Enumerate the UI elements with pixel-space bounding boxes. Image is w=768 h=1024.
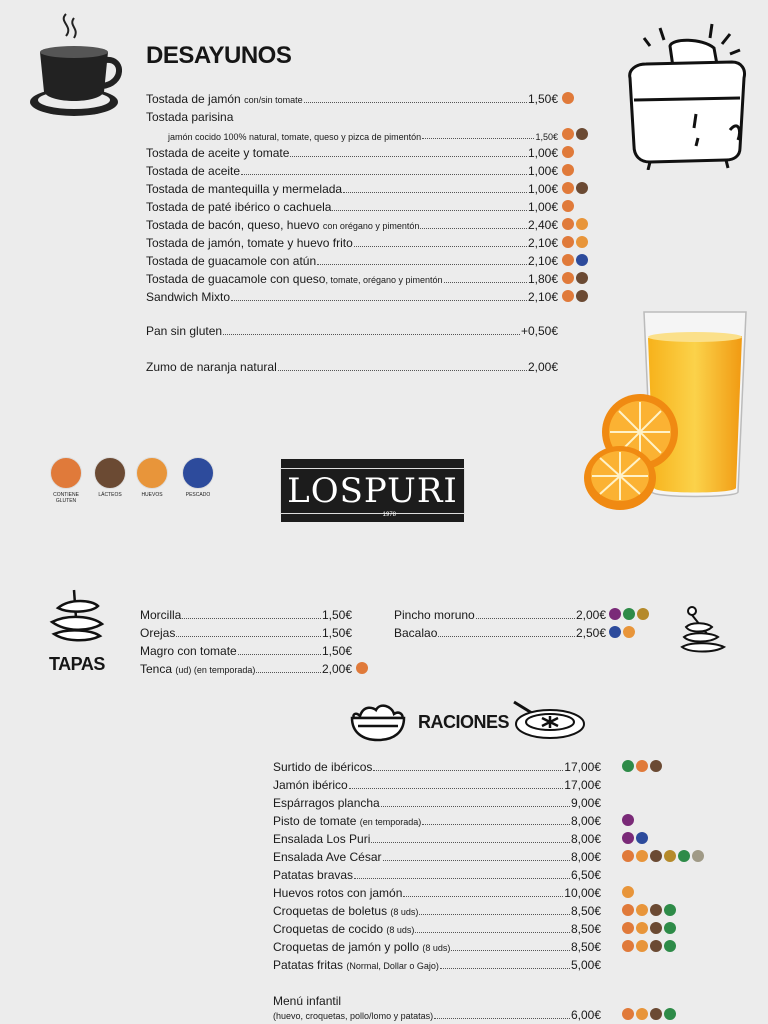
menu-item-price: 2,10€ — [527, 290, 558, 304]
gluten-icon — [562, 182, 574, 194]
menu-item-price: 1,50€ — [527, 92, 558, 106]
gluten-icon — [622, 940, 634, 952]
leader-dots — [373, 769, 563, 771]
menu-item — [273, 920, 601, 936]
menu-item-name: Ensalada Ave César — [273, 850, 382, 864]
menu-item-name: Tostada de aceite y tomate — [146, 146, 290, 160]
menu-item-price: 2,10€ — [527, 236, 558, 250]
leader-dots — [349, 787, 564, 789]
menu-item-note: , tomate, orégano y pimentón — [325, 275, 443, 285]
leader-dots — [476, 617, 575, 619]
menu-item — [146, 90, 558, 106]
allergen-icons — [620, 812, 634, 828]
allergen-icons — [620, 902, 676, 918]
menu-item-name: jamón cocido 100% natural, tomate, queso y pizca de pimentón — [168, 132, 422, 142]
legend-item — [46, 457, 86, 504]
allergen-icons — [560, 234, 588, 250]
menu-item-name: Tostada parisina — [146, 110, 234, 124]
allergen-icons — [560, 270, 588, 286]
allergen-icons — [607, 624, 635, 640]
menu-item — [273, 848, 601, 864]
menu-item-note: (8 uds) — [390, 907, 419, 917]
allergen-icons — [620, 920, 676, 936]
sesame-icon — [692, 850, 704, 862]
menu-item-name: Croquetas de jamón y pollo (8 uds) — [273, 940, 451, 954]
gluten-icon — [562, 164, 574, 176]
menu-item-name: Magro con tomate — [140, 644, 237, 658]
menu-item-price: 6,00€ — [570, 1008, 601, 1022]
menu-item — [394, 624, 606, 640]
skewer-icon — [678, 605, 728, 655]
menu-item-price: 8,00€ — [570, 832, 601, 846]
menu-item-price: 2,00€ — [321, 662, 352, 676]
allergen-icons — [560, 90, 574, 106]
egg-icon — [636, 904, 648, 916]
menu-item — [394, 606, 606, 622]
leader-dots — [440, 967, 570, 969]
gluten-icon — [562, 236, 574, 248]
menu-item — [273, 758, 601, 774]
salad-bowl-icon — [350, 700, 406, 744]
menu-item — [146, 198, 558, 214]
menu-item — [146, 216, 558, 232]
allergen-icons — [560, 252, 588, 268]
logo-year: 1978 — [382, 512, 396, 518]
legend-label: LÁCTEOS — [98, 492, 122, 498]
menu-item-name: Morcilla — [140, 608, 182, 622]
menu-item-price: 10,00€ — [564, 886, 601, 900]
menu-item-name: Tostada de guacamole con queso, tomate, orégano y pimentón — [146, 272, 443, 286]
menu-item-name — [273, 1008, 433, 1022]
allergen-icons — [607, 606, 649, 622]
tapas-fish-icon — [48, 588, 106, 644]
menu-item-name: Espárragos plancha — [273, 796, 380, 810]
allergen-icons — [620, 848, 704, 864]
leader-dots — [256, 671, 321, 673]
menu-item-name: Croquetas de cocido (8 uds) — [273, 922, 415, 936]
menu-item-price: 8,50€ — [570, 904, 601, 918]
menu-item — [273, 902, 601, 918]
menu-item — [146, 234, 558, 250]
menu-item-note: (en temporada) — [359, 817, 422, 827]
menu-item-price: 17,00€ — [564, 778, 601, 792]
allergen-icons — [620, 758, 662, 774]
menu-item — [140, 606, 352, 622]
egg-icon — [636, 1008, 648, 1020]
leader-dots — [444, 281, 527, 283]
menu-item-name: Tostada de bacón, queso, huevo con orégano y pimentón — [146, 218, 420, 232]
menu-item-name: Sandwich Mixto — [146, 290, 231, 304]
menu-item-note: (8 uds) — [422, 943, 451, 953]
leader-dots — [383, 859, 570, 861]
menu-item — [168, 126, 558, 142]
menu-item-name: Patatas bravas — [273, 868, 354, 882]
menu-item-name: Bacalao — [394, 626, 438, 640]
menu-item — [273, 776, 601, 792]
leader-dots — [422, 823, 570, 825]
legend-item — [178, 457, 218, 498]
dairy-icon — [650, 850, 662, 862]
gluten-icon — [622, 922, 634, 934]
vegetable-icon — [678, 850, 690, 862]
dairy-icon — [576, 128, 588, 140]
gluten-icon — [562, 92, 574, 104]
leader-dots — [332, 209, 527, 211]
menu-item-name: Tostada de guacamole con atún — [146, 254, 317, 268]
gluten-icon — [356, 662, 368, 674]
menu-item-price: 2,50€ — [575, 626, 606, 640]
purple-allergen-icon — [609, 608, 621, 620]
leader-dots — [371, 841, 570, 843]
menu-item — [273, 794, 601, 810]
menu-item — [273, 938, 601, 954]
menu-item — [140, 624, 352, 640]
legend-item — [90, 457, 130, 498]
menu-item-price: 8,50€ — [570, 922, 601, 936]
menu-item-name: Patatas fritas (Normal, Dollar o Gajo) — [273, 958, 439, 972]
menu-item-price: 1,80€ — [527, 272, 558, 286]
vegetable-icon — [664, 904, 676, 916]
leader-dots — [278, 369, 527, 371]
gluten-icon — [622, 1008, 634, 1020]
gluten-icon — [622, 904, 634, 916]
dairy-icon — [650, 760, 662, 772]
menu-item-price: 1,50€ — [535, 132, 558, 142]
leader-dots — [343, 191, 527, 193]
menu-item-price: 2,10€ — [527, 254, 558, 268]
dairy-icon — [576, 182, 588, 194]
allergen-icons — [560, 198, 574, 214]
egg-icon — [622, 886, 634, 898]
allergen-icons — [620, 938, 676, 954]
menu-item — [273, 830, 601, 846]
menu-item — [273, 866, 601, 882]
menu-item-note: (8 uds) — [386, 925, 415, 935]
menu-item-note: (Normal, Dollar o Gajo) — [346, 961, 439, 971]
menu-item — [273, 812, 601, 828]
menu-item — [146, 270, 558, 286]
leader-dots — [317, 263, 527, 265]
egg-icon — [576, 236, 588, 248]
menu-item-name: Tostada de aceite — [146, 164, 241, 178]
menu-item-price: 1,00€ — [527, 146, 558, 160]
menu-item-price: 2,40€ — [527, 218, 558, 232]
allergen-icons — [560, 162, 574, 178]
menu-item-name: Ensalada Los Puri — [273, 832, 371, 846]
vegetable-icon — [664, 1008, 676, 1020]
legend-label: CONTIENE GLUTEN — [53, 492, 79, 504]
menu-item-price: 1,50€ — [321, 626, 352, 640]
gluten-icon — [562, 272, 574, 284]
menu-item-name: Tenca (ud) (en temporada) — [140, 662, 256, 676]
allergen-icons — [560, 288, 588, 304]
menu-item — [273, 956, 601, 972]
menu-item-price: 17,00€ — [564, 760, 601, 774]
allergen-icons — [620, 884, 634, 900]
dairy-icon — [650, 904, 662, 916]
legend-icon — [136, 457, 168, 489]
menu-item — [146, 162, 558, 178]
vegetable-icon — [622, 760, 634, 772]
allergen-icons — [560, 216, 588, 232]
toaster-icon — [622, 20, 752, 170]
menu-item — [146, 322, 558, 338]
menu-item-price: 8,00€ — [570, 850, 601, 864]
dairy-icon — [650, 940, 662, 952]
vegetable-icon — [664, 922, 676, 934]
menu-item-price: 9,00€ — [570, 796, 601, 810]
menu-item-price: 8,50€ — [570, 940, 601, 954]
menu-item — [146, 108, 558, 124]
leader-dots — [354, 877, 570, 879]
menu-item-note: con/sin tomate — [244, 95, 303, 105]
menu-item-name: Croquetas de boletus (8 uds) — [273, 904, 419, 918]
leader-dots — [381, 805, 570, 807]
allergen-icons — [620, 830, 648, 846]
mustard-icon — [637, 608, 649, 620]
egg-icon — [636, 940, 648, 952]
gluten-icon — [622, 850, 634, 862]
leader-dots — [223, 333, 520, 335]
purple-allergen-icon — [622, 832, 634, 844]
leader-dots — [231, 299, 527, 301]
legend-icon — [50, 457, 82, 489]
legend-item — [132, 457, 172, 498]
menu-item-name: Tostada de jamón con/sin tomate — [146, 92, 303, 106]
gluten-icon — [562, 290, 574, 302]
menu-infantil-title: Menú infantil — [273, 994, 342, 1008]
allergen-icons — [560, 126, 588, 142]
fish-icon — [576, 254, 588, 266]
leader-dots — [415, 931, 570, 933]
menu-item — [140, 660, 352, 676]
leader-dots — [438, 635, 575, 637]
purple-allergen-icon — [622, 814, 634, 826]
vegetable-icon — [664, 940, 676, 952]
gluten-icon — [636, 760, 648, 772]
leader-dots — [241, 173, 527, 175]
menu-item-name: Jamón ibérico — [273, 778, 348, 792]
menu-item-name: Tostada de paté ibérico o cachuela — [146, 200, 332, 214]
menu-item — [146, 144, 558, 160]
menu-item-price: 8,00€ — [570, 814, 601, 828]
section-title-raciones: RACIONES — [418, 712, 510, 732]
legend-label: PESCADO — [185, 492, 211, 498]
egg-icon — [623, 626, 635, 638]
menu-item-name: Pisto de tomate (en temporada) — [273, 814, 422, 828]
menu-item-price: 1,00€ — [527, 200, 558, 214]
los-puri-logo — [281, 459, 464, 522]
menu-item — [273, 1006, 601, 1022]
leader-dots — [182, 617, 321, 619]
menu-item-price: 2,00€ — [575, 608, 606, 622]
leader-dots — [238, 653, 321, 655]
gluten-icon — [562, 254, 574, 266]
leader-dots — [176, 635, 321, 637]
leader-dots — [290, 155, 527, 157]
logo-text: LOSPURI — [287, 470, 458, 511]
menu-item-name: Pan sin gluten — [146, 324, 223, 338]
menu-item-name: Orejas — [140, 626, 176, 640]
menu-item-name: Surtido de ibéricos — [273, 760, 373, 774]
menu-item-price: 1,00€ — [527, 182, 558, 196]
mustard-icon — [664, 850, 676, 862]
menu-item-name: Tostada de mantequilla y mermelada — [146, 182, 343, 196]
menu-item — [146, 288, 558, 304]
menu-item-price: +0,50€ — [520, 324, 558, 338]
dairy-icon — [650, 922, 662, 934]
leader-dots — [419, 913, 570, 915]
leader-dots — [451, 949, 570, 951]
menu-item-note: (huevo, croquetas, pollo/lomo y patatas) — [273, 1011, 434, 1021]
leader-dots — [420, 227, 527, 229]
leader-dots — [304, 101, 527, 103]
menu-item-price: 1,50€ — [321, 608, 352, 622]
menu-item-price: 1,00€ — [527, 164, 558, 178]
menu-item — [146, 358, 558, 374]
vegetable-icon — [623, 608, 635, 620]
menu-item — [273, 884, 601, 900]
allergen-icons — [560, 144, 574, 160]
menu-item-price: 1,50€ — [321, 644, 352, 658]
orange-juice-icon — [582, 306, 752, 516]
menu-item-name: Zumo de naranja natural — [146, 360, 277, 374]
fish-icon — [636, 832, 648, 844]
soup-plate-icon — [512, 700, 586, 746]
egg-icon — [576, 218, 588, 230]
menu-item — [140, 642, 352, 658]
section-title-tapas: TAPAS — [49, 654, 105, 674]
leader-dots — [422, 137, 534, 139]
coffee-cup-icon — [28, 12, 122, 120]
dairy-icon — [576, 272, 588, 284]
menu-item-note: (ud) (en temporada) — [175, 665, 256, 675]
leader-dots — [434, 1017, 570, 1019]
menu-item-name: Tostada de jamón, tomate y huevo frito — [146, 236, 353, 250]
gluten-icon — [562, 128, 574, 140]
section-title-desayunos: DESAYUNOS — [146, 42, 292, 69]
menu-item-note: con orégano y pimentón — [322, 221, 420, 231]
fish-icon — [609, 626, 621, 638]
menu-item-name: Pincho moruno — [394, 608, 475, 622]
egg-icon — [636, 922, 648, 934]
menu-item — [146, 180, 558, 196]
leader-dots — [354, 245, 527, 247]
menu-item-price: 2,00€ — [527, 360, 558, 374]
allergen-icons — [620, 1006, 676, 1022]
legend-icon — [94, 457, 126, 489]
allergen-icons — [560, 180, 588, 196]
menu-item-name: Huevos rotos con jamón — [273, 886, 403, 900]
legend-label: HUEVOS — [141, 492, 163, 498]
menu-item-price: 6,50€ — [570, 868, 601, 882]
legend-icon — [182, 457, 214, 489]
gluten-icon — [562, 200, 574, 212]
leader-dots — [403, 895, 563, 897]
dairy-icon — [576, 290, 588, 302]
menu-item — [146, 252, 558, 268]
menu-item-price: 5,00€ — [570, 958, 601, 972]
gluten-icon — [562, 146, 574, 158]
allergen-icons — [354, 660, 368, 676]
egg-icon — [636, 850, 648, 862]
gluten-icon — [562, 218, 574, 230]
dairy-icon — [650, 1008, 662, 1020]
